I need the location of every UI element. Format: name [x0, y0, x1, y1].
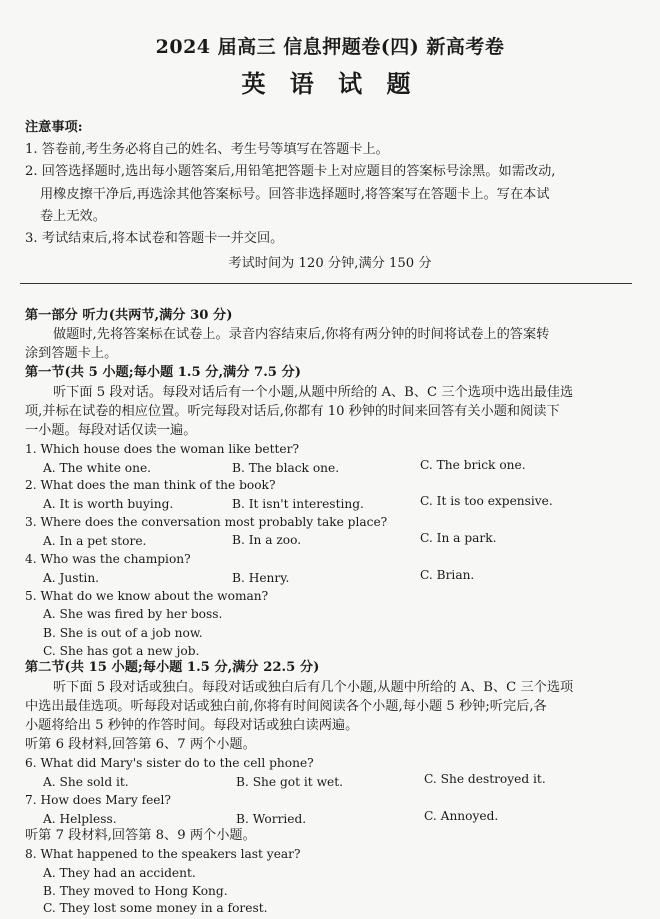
question-stem: 8. What happened to the speakers last year?: [25, 847, 301, 861]
section1-intro: 一小题。每段对话仅读一遍。: [25, 423, 197, 438]
question-stem: 2. What does the man think of the book?: [25, 478, 276, 492]
material-instruction: 听第 6 段材料,回答第 6、7 两个小题。: [25, 737, 256, 752]
option-c: C. Brian.: [420, 568, 475, 582]
subject-title: 英 语 试 题: [241, 69, 419, 98]
option-b: B. Worried.: [236, 812, 307, 826]
part1-intro: 做题时,先将答案标在试卷上。录音内容结束后,你将有两分钟的时间将试卷上的答案转: [53, 327, 550, 342]
question-stem: 1. Which house does the woman like better?: [25, 442, 299, 456]
option-a: A. In a pet store.: [43, 534, 147, 548]
section1-intro: 项,并标在试卷的相应位置。听完每段对话后,你都有 10 秒钟的时间来回答有关小题和阅读下: [25, 404, 560, 419]
option-c: C. She has got a new job.: [43, 644, 200, 658]
option-c: C. The brick one.: [420, 458, 526, 472]
notice-line: 1. 答卷前,考生务必将自己的姓名、考生号等填写在答题卡上。: [25, 142, 389, 157]
section2-heading: 第二节(共 15 小题;每小题 1.5 分,满分 22.5 分): [25, 660, 320, 675]
option-c: C. They lost some money in a forest.: [43, 901, 268, 915]
question-stem: 6. What did Mary's sister do to the cell phone?: [25, 756, 314, 770]
notice-line: 3. 考试结束后,将本试卷和答题卡一并交回。: [25, 231, 284, 246]
option-a: A. The white one.: [43, 461, 152, 475]
part1-intro: 涂到答题卡上。: [25, 346, 118, 361]
exam-time: 考试时间为 120 分钟,满分 150 分: [228, 256, 432, 271]
question-stem: 3. Where does the conversation most probably take place?: [25, 515, 388, 529]
option-c: C. In a park.: [420, 531, 497, 545]
notice-line: 用橡皮擦干净后,再选涂其他答案标号。回答非选择题时,将答案写在答题卡上。写在本试: [40, 187, 550, 202]
option-a: A. Helpless.: [43, 812, 117, 826]
section2-intro: 小题将给出 5 秒钟的作答时间。每段对话或独白读两遍。: [25, 718, 359, 733]
option-b: B. In a zoo.: [232, 533, 302, 547]
option-c: C. It is too expensive.: [420, 494, 553, 508]
option-a: A. They had an accident.: [43, 866, 196, 880]
option-b: B. They moved to Hong Kong.: [43, 884, 228, 898]
exam-title: 2024 届高三 信息押题卷(四) 新高考卷: [155, 36, 505, 58]
option-c: C. Annoyed.: [424, 809, 499, 823]
option-a: A. It is worth buying.: [43, 497, 174, 511]
option-a: A. She was fired by her boss.: [43, 607, 223, 621]
question-stem: 7. How does Mary feel?: [25, 793, 171, 807]
section2-intro: 听下面 5 段对话或独白。每段对话或独白后有几个小题,从题中所给的 A、B、C 三个选项: [53, 680, 574, 695]
section1-intro: 听下面 5 段对话。每段对话后有一个小题,从题中所给的 A、B、C 三个选项中选出最佳选: [53, 385, 574, 400]
divider: [20, 283, 632, 284]
option-c: C. She destroyed it.: [424, 772, 546, 786]
part1-heading: 第一部分 听力(共两节,满分 30 分): [25, 308, 233, 323]
option-b: B. She is out of a job now.: [43, 626, 203, 640]
option-b: B. It isn't interesting.: [232, 497, 364, 511]
question-stem: 4. Who was the champion?: [25, 552, 191, 566]
option-b: B. Henry.: [232, 571, 290, 585]
notice-line: 卷上无效。: [40, 209, 106, 224]
notice-line: 2. 回答选择题时,选出每小题答案后,用铅笔把答题卡上对应题目的答案标号涂黑。如需改动,: [25, 164, 556, 179]
option-a: A. She sold it.: [43, 775, 129, 789]
section2-intro: 中选出最佳选项。听每段对话或独白前,你将有时间阅读各个小题,每小题 5 秒钟;听完后,各: [25, 699, 547, 714]
option-a: A. Justin.: [43, 571, 100, 585]
option-b: B. She got it wet.: [236, 775, 343, 789]
notice-heading: 注意事项:: [25, 120, 83, 135]
question-stem: 5. What do we know about the woman?: [25, 589, 269, 603]
material-instruction: 听第 7 段材料,回答第 8、9 两个小题。: [25, 828, 256, 843]
section1-heading: 第一节(共 5 小题;每小题 1.5 分,满分 7.5 分): [25, 365, 301, 380]
option-b: B. The black one.: [232, 461, 340, 475]
